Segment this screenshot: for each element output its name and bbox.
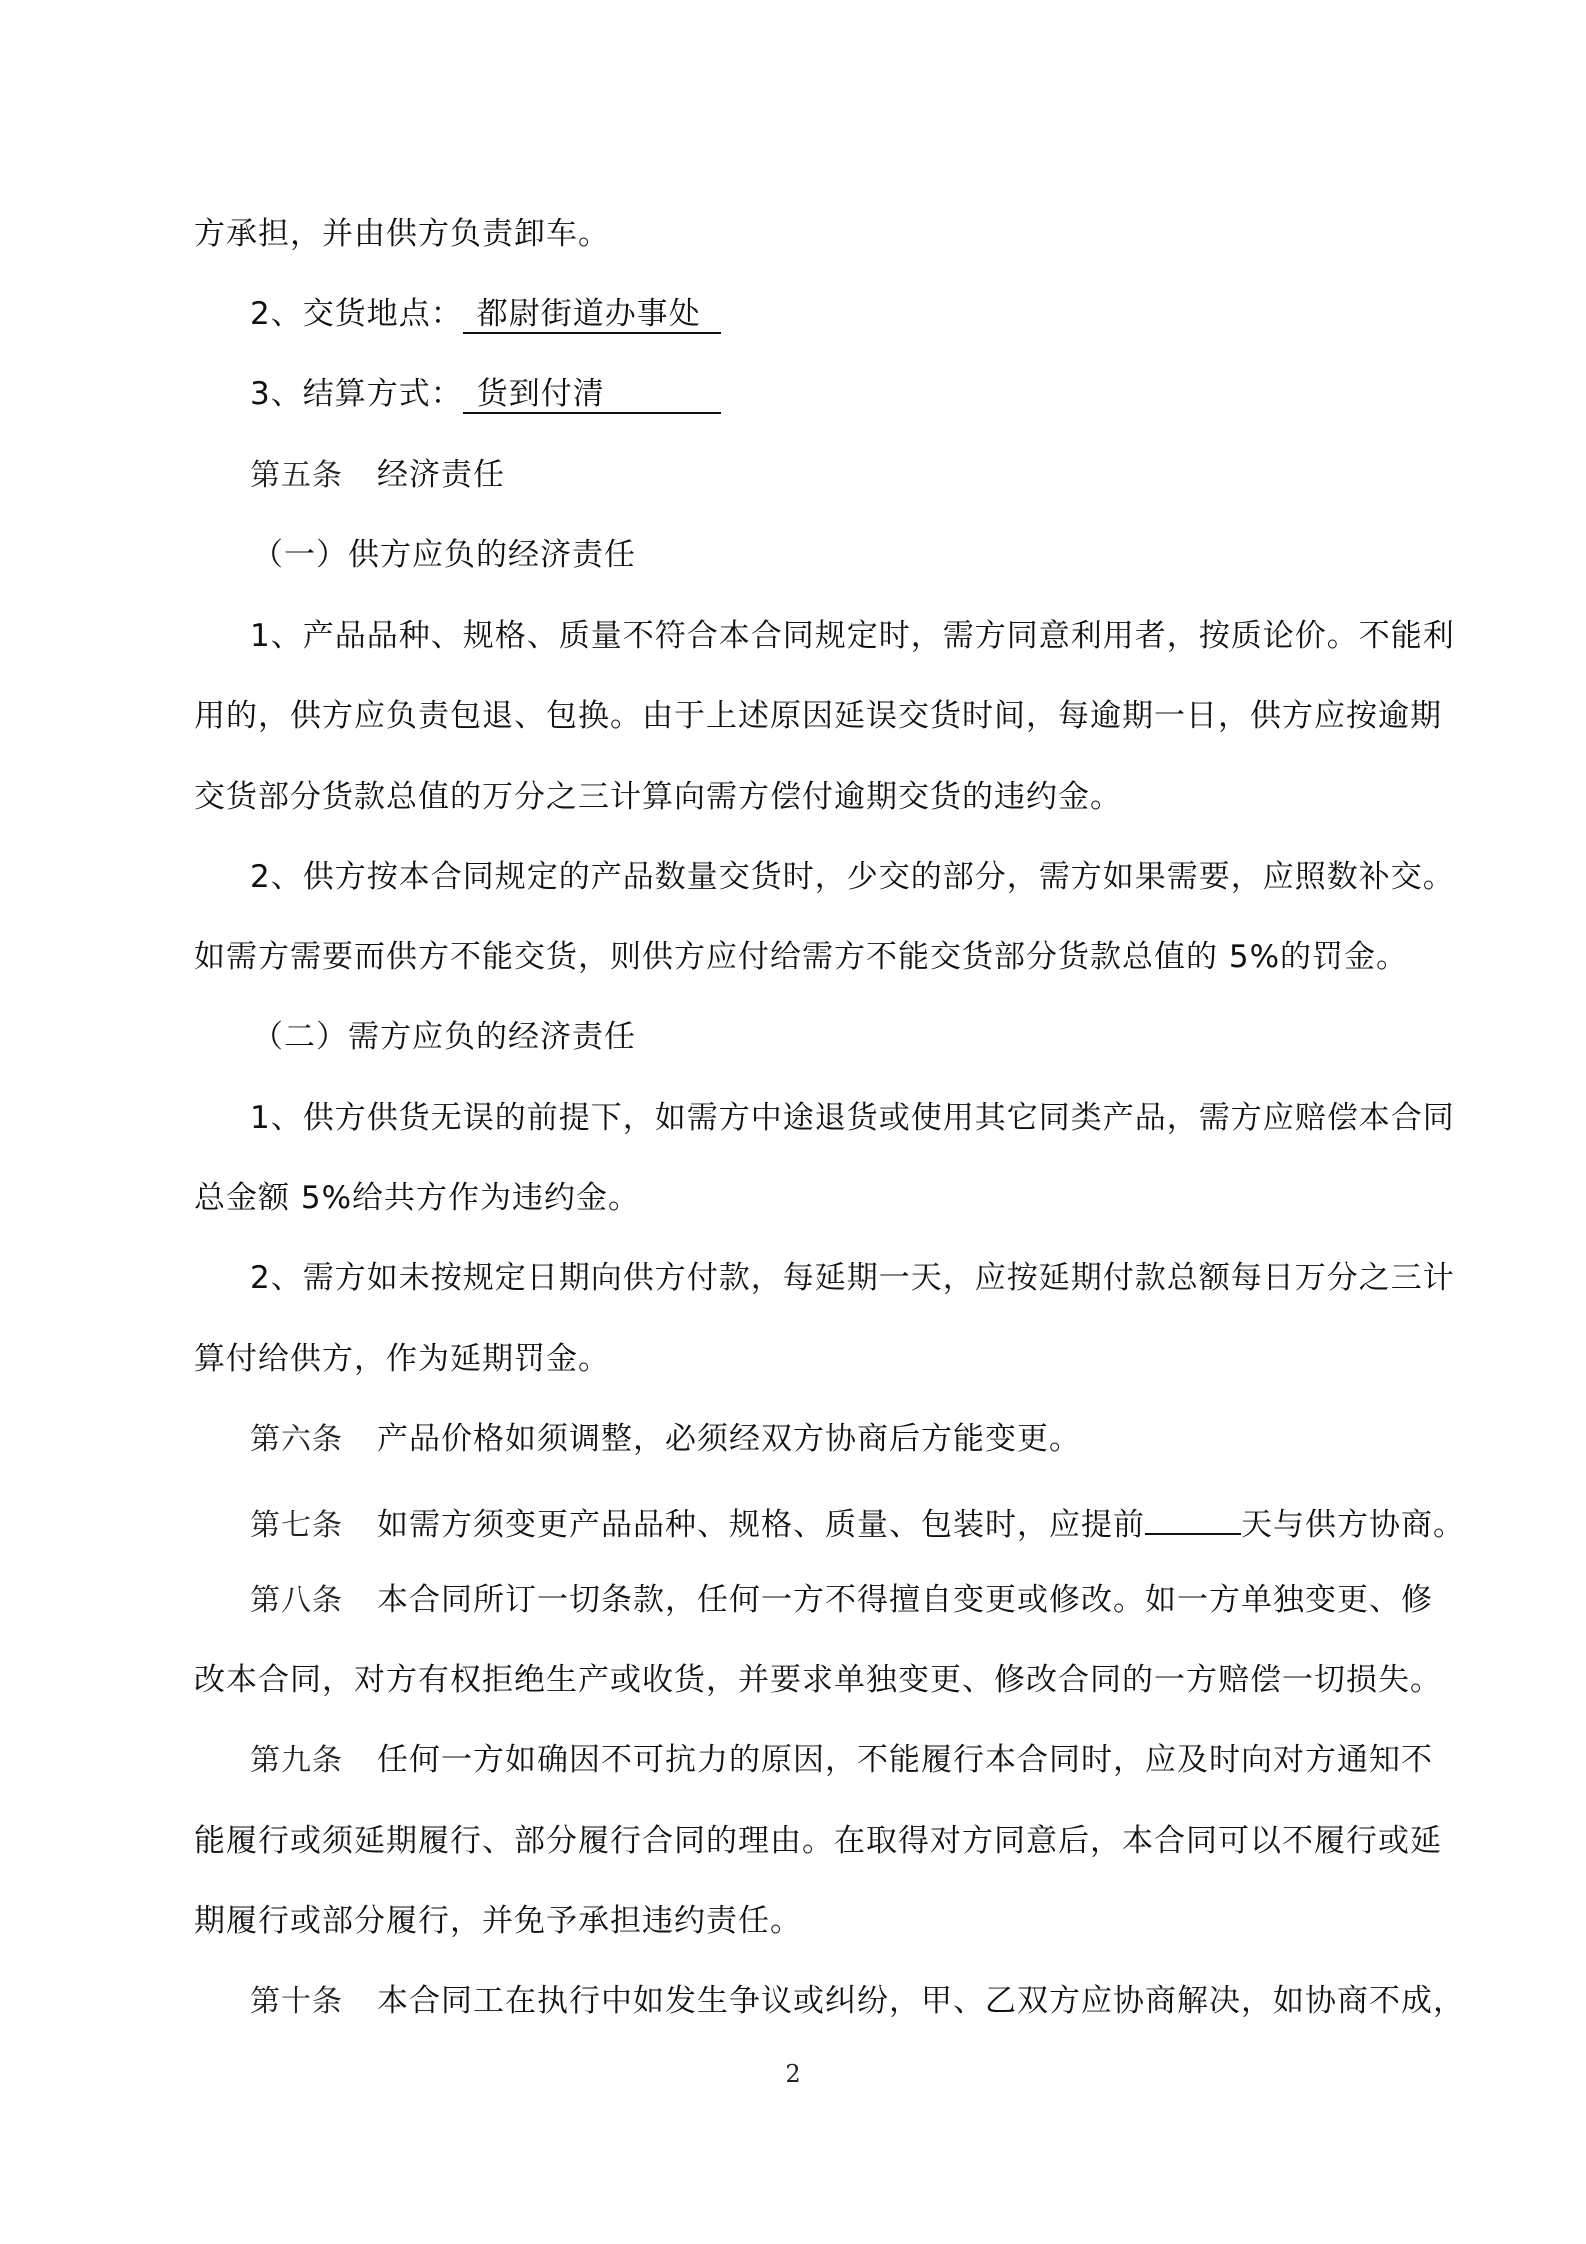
article-text: 任何一方如确因不可抗力的原因，不能履行本合同时，应及时向对方通知不 bbox=[377, 1742, 1433, 1778]
article-number: 第八条 bbox=[250, 1583, 343, 1618]
article-number: 第十条 bbox=[250, 1984, 343, 2019]
paragraph-line: 方承担，并由供方负责卸车。 bbox=[194, 216, 610, 252]
paragraph-line: 能履行或须延期履行、部分履行合同的理由。在取得对方同意后，本合同可以不履行或延 bbox=[194, 1823, 1442, 1859]
paragraph-line: 1、供方供货无误的前提下，如需方中途退货或使用其它同类产品，需方应赔偿本合同 bbox=[250, 1100, 1455, 1136]
section-heading: （二）需方应负的经济责任 bbox=[252, 1019, 636, 1055]
article-text: 产品价格如须调整，必须经双方协商后方能变更。 bbox=[377, 1421, 1081, 1457]
page-number: 2 bbox=[785, 2060, 801, 2088]
settlement-method-row bbox=[250, 374, 721, 414]
paragraph-line: 算付给供方，作为延期罚金。 bbox=[194, 1341, 610, 1377]
article-10 bbox=[250, 1981, 1465, 2022]
article-title: 经济责任 bbox=[377, 457, 505, 493]
paragraph-line: 如需方需要而供方不能交货，则供方应付给需方不能交货部分货款总值的 5%的罚金。 bbox=[194, 939, 1409, 975]
article-number: 第七条 bbox=[250, 1508, 343, 1543]
article-9 bbox=[250, 1740, 1433, 1781]
delivery-location-label: 2、交货地点： bbox=[250, 296, 463, 332]
article-text: 如需方须变更产品品种、规格、质量、包装时，应提前 bbox=[377, 1507, 1145, 1543]
article-6 bbox=[250, 1419, 1081, 1460]
paragraph-line: 用的，供方应负责包退、包换。由于上述原因延误交货时间，每逾期一日，供方应按逾期 bbox=[194, 698, 1442, 734]
article-number: 第五条 bbox=[250, 458, 343, 493]
article-number: 第六条 bbox=[250, 1422, 343, 1457]
days-blank-field bbox=[1145, 1499, 1241, 1535]
article-text: 本合同工在执行中如发生争议或纠纷，甲、乙双方应协商解决，如协商不成， bbox=[377, 1983, 1465, 2019]
settlement-method-label: 3、结算方式： bbox=[250, 376, 463, 412]
article-7 bbox=[250, 1499, 1465, 1546]
paragraph-line: 改本合同，对方有权拒绝生产或收货，并要求单独变更、修改合同的一方赔偿一切损失。 bbox=[194, 1662, 1442, 1698]
delivery-location-row bbox=[250, 294, 721, 334]
delivery-location-field: 都尉街道办事处 bbox=[463, 294, 721, 334]
paragraph-line: 期履行或部分履行，并免予承担违约责任。 bbox=[194, 1903, 802, 1939]
article-5-heading bbox=[250, 455, 505, 496]
article-8 bbox=[250, 1580, 1433, 1621]
paragraph-line: 2、供方按本合同规定的产品数量交货时，少交的部分，需方如果需要，应照数补交。 bbox=[250, 859, 1455, 895]
paragraph-line: 总金额 5%给共方作为违约金。 bbox=[194, 1180, 641, 1216]
article-text: 本合同所订一切条款，任何一方不得擅自变更或修改。如一方单独变更、修 bbox=[377, 1582, 1433, 1618]
section-heading: （一）供方应负的经济责任 bbox=[252, 537, 636, 573]
paragraph-line: 2、需方如未按规定日期向供方付款，每延期一天，应按延期付款总额每日万分之三计 bbox=[250, 1260, 1455, 1296]
paragraph-line: 交货部分货款总值的万分之三计算向需方偿付逾期交货的违约金。 bbox=[194, 779, 1122, 815]
article-number: 第九条 bbox=[250, 1743, 343, 1778]
article-text: 天与供方协商。 bbox=[1241, 1507, 1465, 1543]
settlement-method-field: 货到付清 bbox=[463, 374, 721, 414]
paragraph-line: 1、产品品种、规格、质量不符合本合同规定时，需方同意利用者，按质论价。不能利 bbox=[250, 618, 1455, 654]
